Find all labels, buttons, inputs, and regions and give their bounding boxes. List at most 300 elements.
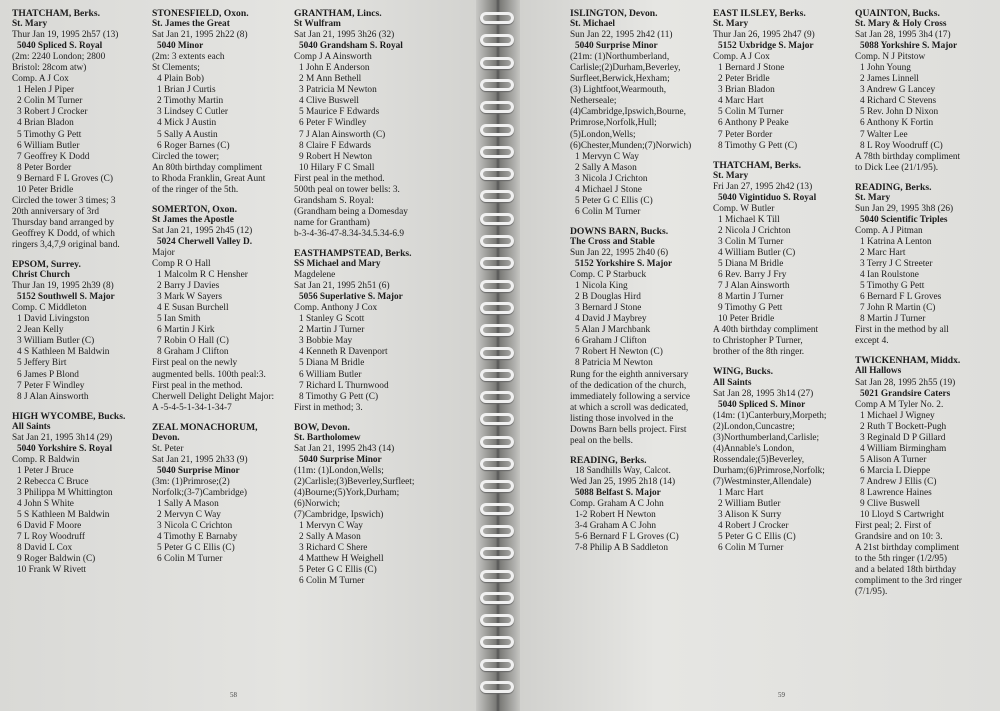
peal-line: to the 5th ringer (1/2/95) bbox=[855, 554, 947, 565]
peal-line: name for Grantham) bbox=[294, 217, 370, 228]
peal-line: First in the method by all bbox=[855, 325, 949, 336]
peal-line: 4 Plain Bob) bbox=[157, 74, 205, 85]
peal-place: DOWNS BARN, Bucks. bbox=[570, 225, 669, 237]
peal-line: First peal in the method. bbox=[294, 173, 385, 184]
peal-line: to Dick Lee (21/1/95). bbox=[855, 162, 939, 173]
peal-line: (7/1/95). bbox=[855, 587, 888, 598]
peal-line: 5 Ian Smith bbox=[157, 314, 201, 325]
peal-line: (6)Chester,Munden;(7)Norwich) bbox=[570, 140, 692, 151]
peal-line: Cherwell Delight Delight Major: bbox=[152, 391, 275, 402]
peal-line: Comp. W Butler bbox=[713, 203, 775, 214]
peal-line: Sat Jan 21, 1995 2h33 (9) bbox=[152, 454, 248, 465]
peal-line: Sat Jan 21, 1995 3h14 (29) bbox=[12, 432, 113, 443]
binding-ring bbox=[480, 34, 514, 46]
peal-line: 1 Malcolm R C Hensher bbox=[157, 270, 248, 281]
peal-line: 10 Hilary F C Small bbox=[299, 162, 375, 173]
peal-line: St Clements; bbox=[152, 63, 200, 74]
peal-line: Sat Jan 28, 1995 3h4 (17) bbox=[855, 30, 951, 41]
peal-line: 5 Peter G C Ellis (C) bbox=[575, 195, 653, 206]
column bbox=[570, 8, 704, 562]
peal-line: 1 Michael K Till bbox=[718, 214, 780, 225]
peal-line: 4 Mick J Austin bbox=[157, 118, 217, 129]
peal-line: 3 Robert J Crocker bbox=[17, 107, 88, 118]
binding-ring bbox=[480, 124, 514, 136]
peal-entry bbox=[12, 8, 140, 251]
binding-ring bbox=[480, 168, 514, 180]
peal-line: 1 Mervyn C Way bbox=[575, 151, 639, 162]
peal-entry bbox=[152, 8, 288, 196]
peal-line: compliment to the 3rd ringer bbox=[855, 576, 962, 587]
peal-line: St. Mary bbox=[855, 192, 891, 203]
peal-line: 1-2 Robert H Newton bbox=[575, 510, 656, 521]
peal-line: 8 Lawrence Haines bbox=[860, 487, 932, 498]
peal-line: 5 Timothy G Pett bbox=[17, 129, 82, 140]
peal-line: (2)Carlisle;(3)Beverley,Surfleet; bbox=[294, 476, 415, 487]
peal-line: 1 David Livingston bbox=[17, 314, 90, 325]
peal-line: 4 William Butler (C) bbox=[718, 247, 796, 258]
peal-line: A 40th birthday compliment bbox=[713, 325, 819, 336]
peal-line: First peal on the newly bbox=[152, 358, 238, 369]
peal-line: 7 Robert H Newton (C) bbox=[575, 347, 663, 358]
peal-line: 9 Bernard F L Groves (C) bbox=[17, 173, 113, 184]
peal-line: 5 Peter G C Ellis (C) bbox=[157, 543, 235, 554]
peal-line: All Saints bbox=[713, 377, 752, 388]
peal-line: 7 Robin O Hall (C) bbox=[157, 336, 229, 347]
binding-ring bbox=[480, 190, 514, 202]
peal-line: Thur Jan 19, 1995 2h57 (13) bbox=[12, 30, 119, 41]
peal-line: 4 Richard C Stevens bbox=[860, 96, 937, 107]
peal-line: 7 Richard L Thurnwood bbox=[299, 380, 389, 391]
peal-line: 8 L Roy Woodruff (C) bbox=[860, 140, 943, 151]
column bbox=[713, 8, 851, 562]
peal-line: 6 Anthony P Peake bbox=[718, 118, 789, 129]
peal-line: 2 M Ann Bethell bbox=[299, 74, 362, 85]
binding-ring bbox=[480, 101, 514, 113]
peal-line: 3 Nicola J Crichton bbox=[575, 173, 648, 184]
peal-line: 6 Martin J Kirk bbox=[157, 325, 215, 336]
binding-ring bbox=[480, 614, 514, 626]
peal-place: THATCHAM, Berks. bbox=[12, 8, 101, 19]
peal-line: 1 Helen J Piper bbox=[17, 85, 75, 96]
peal-line: brother of the 8th ringer. bbox=[713, 347, 805, 358]
peal-line: to Christopher P Turner, bbox=[713, 336, 803, 347]
peal-line: An 80th birthday compliment bbox=[152, 162, 263, 173]
peal-line: 8 Timothy G Pett (C) bbox=[718, 140, 798, 151]
peal-line: 3 Bobbie May bbox=[299, 336, 353, 347]
peal-line: 2 Mervyn C Way bbox=[157, 510, 221, 521]
peal-line: Sun Jan 22, 1995 2h40 (6) bbox=[570, 247, 669, 258]
peal-line: to Rhoda Franklin, Great Aunt bbox=[152, 173, 266, 184]
peal-line: 2 Sally A Mason bbox=[299, 532, 361, 543]
peal-line: 6 James P Blond bbox=[17, 369, 79, 380]
peal-place: BOW, Devon. bbox=[294, 421, 350, 433]
binding-ring bbox=[480, 436, 514, 448]
peal-line: 4 Matthew H Weighell bbox=[299, 554, 384, 565]
peal-entry bbox=[12, 259, 140, 403]
peal-line: 6 Marcia L Dieppe bbox=[860, 465, 931, 476]
peal-line: 8 J Alan Ainsworth bbox=[17, 391, 89, 402]
peal-line: First peal; 2. First of bbox=[855, 521, 932, 532]
peal-line: 18 Sandhills Way, Calcot. bbox=[575, 465, 671, 476]
binding-ring bbox=[480, 79, 514, 91]
peal-line: 6 Colin M Turner bbox=[718, 543, 784, 554]
peal-line: 5040 Surprise Minor bbox=[157, 465, 240, 476]
peal-line: Thur Jan 26, 1995 2h47 (9) bbox=[713, 30, 815, 41]
peal-line: 9 Clive Buswell bbox=[860, 499, 920, 510]
peal-line: ringers 3,4,7,9 original band. bbox=[12, 239, 120, 250]
peal-line: 10 Lloyd S Cartwright bbox=[860, 510, 944, 521]
peal-line: St Wulfram bbox=[294, 19, 341, 30]
peal-line: 2 Timothy Martin bbox=[157, 96, 224, 107]
peal-line: Grandsire and on 10: 3. bbox=[855, 532, 943, 543]
binding-ring bbox=[480, 347, 514, 359]
peal-entry bbox=[294, 248, 434, 414]
peal-line: 4 Timothy E Barnaby bbox=[157, 532, 238, 543]
peal-entry bbox=[570, 226, 704, 447]
peal-line: 5152 Yorkshire S. Major bbox=[575, 259, 673, 270]
peal-line: 3 Richard C Shere bbox=[299, 543, 368, 554]
peal-line: 2 Ruth T Bockett-Pugh bbox=[860, 421, 947, 432]
peal-line: 8 Timothy G Pett (C) bbox=[299, 391, 379, 402]
peal-line: 4 William Birmingham bbox=[860, 443, 947, 454]
peal-line: (Grandham being a Domesday bbox=[294, 206, 408, 217]
peal-line: 4 Ian Roulstone bbox=[860, 270, 919, 281]
peal-line: St. Peter bbox=[152, 443, 184, 454]
peal-line: 7 J Alan Ainsworth (C) bbox=[299, 129, 386, 140]
binding-ring bbox=[480, 324, 514, 336]
peal-line: 7 Peter Border bbox=[718, 129, 773, 140]
peal-line: SS Michael and Mary bbox=[294, 259, 381, 270]
peal-line: 5040 Yorkshire S. Royal bbox=[17, 443, 113, 454]
peal-line: 5 Sally A Austin bbox=[157, 129, 218, 140]
peal-line: b-3-4-36-47-8.34-34.5.34-6.9 bbox=[294, 228, 404, 239]
peal-line: 1 Katrina A Lenton bbox=[860, 236, 932, 247]
peal-line: Comp J A Ainsworth bbox=[294, 52, 372, 63]
peal-line: 5152 Uxbridge S. Major bbox=[718, 41, 814, 52]
peal-line: 4 Clive Buswell bbox=[299, 96, 359, 107]
peal-line: 5088 Yorkshire S. Major bbox=[860, 41, 958, 52]
right-page bbox=[508, 0, 1000, 711]
peal-line: 1 Peter J Bruce bbox=[17, 465, 74, 476]
peal-entry bbox=[570, 8, 704, 218]
peal-line: 5 Jeffery Birt bbox=[17, 358, 67, 369]
peal-line: 6 Rev. Barry J Fry bbox=[718, 270, 787, 281]
peal-line: First peal in the method. bbox=[152, 380, 243, 391]
peal-line: 10 Peter Bridle bbox=[718, 314, 775, 325]
column bbox=[12, 8, 140, 584]
peal-line: 3 Nicola C Crichton bbox=[157, 521, 233, 532]
peal-line: 5 Peter G C Ellis (C) bbox=[299, 565, 377, 576]
peal-entry bbox=[152, 422, 288, 566]
peal-line: 3 Brian Bladon bbox=[718, 85, 775, 96]
peal-line: (4)Bourne;(5)York,Durham; bbox=[294, 487, 400, 498]
peal-line: 8 Patricia M Newton bbox=[575, 358, 653, 369]
peal-line: 4 Robert J Crocker bbox=[718, 521, 789, 532]
peal-line: 7 Peter F Windley bbox=[17, 380, 85, 391]
peal-line: St. Mary bbox=[713, 19, 749, 30]
peal-line: (11m: (1)London,Wells; bbox=[294, 465, 384, 476]
peal-line: (7)Westminster,Allendale) bbox=[713, 476, 812, 487]
peal-line: 5 Colin M Turner bbox=[718, 107, 784, 118]
peal-line: 4 David J Maybrey bbox=[575, 314, 647, 325]
column bbox=[152, 8, 288, 573]
peal-place: QUAINTON, Bucks. bbox=[855, 8, 940, 19]
peal-line: (3m: (1)Primrose;(2) bbox=[152, 476, 230, 487]
peal-place: EPSOM, Surrey. bbox=[12, 259, 81, 271]
peal-line: (7)Cambridge, Ipswich) bbox=[294, 510, 384, 521]
peal-line: 3 Bernard J Stone bbox=[575, 303, 642, 314]
peal-line: 1 Michael J Wigney bbox=[860, 410, 935, 421]
peal-line: 3-4 Graham A C John bbox=[575, 521, 657, 532]
peal-line: Primrose,Norfolk,Hull; bbox=[570, 118, 657, 129]
peal-line: Comp. C P Starbuck bbox=[570, 270, 647, 281]
peal-place: THATCHAM, Berks. bbox=[713, 159, 802, 171]
peal-line: Comp. A J Cox bbox=[12, 74, 69, 85]
peal-line: 1 Marc Hart bbox=[718, 487, 764, 498]
peal-line: Comp. Graham A C John bbox=[570, 499, 664, 510]
peal-place: TWICKENHAM, Middx. bbox=[855, 355, 961, 367]
peal-line: 5 Rev. John D Nixon bbox=[860, 107, 939, 118]
peal-line: Circled the tower 3 times; 3 bbox=[12, 195, 116, 206]
peal-line: 4 Kenneth R Davenport bbox=[299, 347, 388, 358]
peal-line: 5088 Belfast S. Major bbox=[575, 487, 661, 498]
peal-line: listing those involved in the bbox=[570, 413, 674, 424]
peal-line: 8 David L Cox bbox=[17, 543, 73, 554]
peal-line: (21m: (1)Northumberland, bbox=[570, 52, 670, 63]
peal-line: 4 E Susan Burchell bbox=[157, 303, 229, 314]
binding-ring bbox=[480, 681, 514, 693]
peal-line: (14m: (1)Canterbury,Morpeth; bbox=[713, 410, 827, 421]
peal-line: 7 Walter Lee bbox=[860, 129, 908, 140]
peal-line: 3 Patricia M Newton bbox=[299, 85, 377, 96]
peal-line: 5 Diana M Bridle bbox=[718, 259, 784, 270]
peal-line: Thursday band arranged by bbox=[12, 217, 114, 228]
peal-line: Major bbox=[152, 247, 175, 258]
peal-entry bbox=[294, 8, 434, 240]
peal-line: A 21st birthday compliment bbox=[855, 543, 960, 554]
left-page bbox=[0, 0, 488, 711]
peal-line: 2 Barry J Davies bbox=[157, 281, 220, 292]
column bbox=[855, 8, 995, 606]
spiral-binding bbox=[476, 0, 520, 711]
peal-line: First in method; 3. bbox=[294, 402, 363, 413]
peal-line: Rossendale;(5)Beverley, bbox=[713, 454, 805, 465]
peal-line: Geoffrey K Dodd, of which bbox=[12, 228, 115, 239]
peal-line: 5040 Spliced S. Minor bbox=[718, 399, 806, 410]
peal-line: 4 Marc Hart bbox=[718, 96, 764, 107]
peal-line: (4)Cambridge,Ipswich,Bourne, bbox=[570, 107, 686, 118]
peal-line: 4 S Kathleen M Baldwin bbox=[17, 347, 110, 358]
peal-line: at which a scroll was dedicated, bbox=[570, 402, 689, 413]
peal-line: 2 Sally A Mason bbox=[575, 162, 637, 173]
peal-line: 6 Colin M Turner bbox=[575, 206, 641, 217]
peal-line: 3 Colin M Turner bbox=[718, 236, 784, 247]
peal-line: 7 J Alan Ainsworth bbox=[718, 281, 790, 292]
binding-ring bbox=[480, 213, 514, 225]
peal-line: Sat Jan 21, 1995 2h43 (14) bbox=[294, 443, 395, 454]
binding-ring bbox=[480, 391, 514, 403]
peal-place: WING, Bucks. bbox=[713, 366, 773, 378]
binding-ring bbox=[480, 146, 514, 158]
peal-line: 3 Mark W Sayers bbox=[157, 292, 222, 303]
peal-line: 2 William Butler bbox=[718, 499, 781, 510]
peal-place: HIGH WYCOMBE, Bucks. bbox=[12, 410, 126, 422]
peal-line: peal on the bells. bbox=[570, 435, 633, 446]
peal-line: immediately following a service bbox=[570, 391, 691, 402]
peal-line: (5)London,Wells; bbox=[570, 129, 636, 140]
peal-line: (3)Northumberland,Carlisle; bbox=[713, 432, 820, 443]
peal-line: Sat Jan 21, 1995 3h26 (32) bbox=[294, 30, 395, 41]
peal-line: 3 Reginald D P Gillard bbox=[860, 432, 946, 443]
peal-line: 7 L Roy Woodruff bbox=[17, 532, 86, 543]
peal-line: Downs Barn bells project. First bbox=[570, 424, 687, 435]
peal-line: Sun Jan 22, 1995 2h42 (11) bbox=[570, 30, 673, 41]
peal-line: Christ Church bbox=[12, 270, 70, 281]
column bbox=[294, 8, 434, 595]
binding-ring bbox=[480, 57, 514, 69]
binding-ring bbox=[480, 480, 514, 492]
page-number: 59 bbox=[778, 691, 785, 699]
peal-entry bbox=[855, 8, 995, 174]
peal-line: Rung for the eighth anniversary bbox=[570, 369, 689, 380]
peal-entry bbox=[855, 182, 995, 348]
peal-entry bbox=[12, 411, 140, 577]
peal-line: 2 Martin J Turner bbox=[299, 325, 365, 336]
peal-line: Sat Jan 28, 1995 2h55 (19) bbox=[855, 377, 956, 388]
peal-line: 2 James Linnell bbox=[860, 74, 919, 85]
peal-line: 6 Colin M Turner bbox=[299, 576, 365, 587]
peal-line: 5 S Kathleen M Baldwin bbox=[17, 510, 110, 521]
binding-ring bbox=[480, 503, 514, 515]
peal-line: Sat Jan 21, 1995 2h22 (8) bbox=[152, 30, 248, 41]
peal-place: GRANTHAM, Lincs. bbox=[294, 8, 382, 19]
peal-line: Circled the tower; bbox=[152, 151, 220, 162]
peal-line: 5040 Surprise Minor bbox=[299, 454, 382, 465]
peal-line: 8 Martin J Turner bbox=[860, 314, 926, 325]
peal-line: St. Bartholomew bbox=[294, 432, 361, 443]
peal-line: Comp. A J Pitman bbox=[855, 225, 923, 236]
peal-place: READING, Berks. bbox=[570, 454, 647, 466]
peal-entry bbox=[855, 355, 995, 598]
peal-line: 10 Peter Bridle bbox=[17, 184, 74, 195]
peal-line: 5-6 Bernard F L Groves (C) bbox=[575, 532, 679, 543]
binding-ring bbox=[480, 525, 514, 537]
peal-line: Magdelene bbox=[294, 270, 336, 281]
peal-line: Bristol: 28com atw) bbox=[12, 63, 87, 74]
peal-line: 2 Peter Bridle bbox=[718, 74, 770, 85]
peal-line: A 78th birthday compliment bbox=[855, 151, 961, 162]
peal-line: 5056 Superlative S. Major bbox=[299, 292, 403, 303]
peal-line: 6 Graham J Clifton bbox=[575, 336, 647, 347]
peal-line: 1 Brian J Curtis bbox=[157, 85, 216, 96]
page-number: 58 bbox=[230, 691, 237, 699]
peal-line: Norfolk;(3-7)Cambridge) bbox=[152, 487, 248, 498]
peal-place: READING, Berks. bbox=[855, 181, 932, 193]
peal-line: 6 Anthony K Fortin bbox=[860, 118, 934, 129]
peal-line: Comp. A J Cox bbox=[713, 52, 770, 63]
peal-line: Durham;(6)Primrose,Norfolk; bbox=[713, 465, 825, 476]
peal-line: (2m: 3 extents each bbox=[152, 52, 225, 63]
peal-line: 4 Michael J Stone bbox=[575, 184, 642, 195]
peal-line: Netherseale; bbox=[570, 96, 617, 107]
peal-line: 4 John S White bbox=[17, 499, 74, 510]
binding-ring bbox=[480, 302, 514, 314]
binding-ring bbox=[480, 369, 514, 381]
peal-line: 5040 Grandsham S. Royal bbox=[299, 41, 403, 52]
peal-line: 3 Lindsey C Cutler bbox=[157, 107, 229, 118]
peal-line: Comp. N J Pitstow bbox=[855, 52, 926, 63]
peal-line: 1 John E Anderson bbox=[299, 63, 370, 74]
peal-line: 9 Robert H Newton bbox=[299, 151, 373, 162]
peal-line: St. Mary & Holy Cross bbox=[855, 19, 947, 30]
peal-line: 6 Bernard F L Groves bbox=[860, 292, 942, 303]
peal-place: EAST ILSLEY, Berks. bbox=[713, 8, 806, 19]
peal-line: 6 Peter F Windley bbox=[299, 118, 367, 129]
peal-place: ISLINGTON, Devon. bbox=[570, 8, 658, 19]
peal-line: except 4. bbox=[855, 336, 889, 347]
peal-line: Comp. R Baldwin bbox=[12, 454, 80, 465]
peal-line: 1 Sally A Mason bbox=[157, 499, 219, 510]
peal-line: Sun Jan 29, 1995 3h8 (26) bbox=[855, 203, 954, 214]
peal-place: STONESFIELD, Oxon. bbox=[152, 8, 249, 19]
peal-line: 5 Timothy G Pett bbox=[860, 281, 925, 292]
peal-line: All Saints bbox=[12, 421, 51, 432]
peal-place: EASTHAMPSTEAD, Berks. bbox=[294, 247, 412, 259]
peal-line: 6 David F Moore bbox=[17, 521, 82, 532]
peal-line: (3) Lightfoot,Wearmouth, bbox=[570, 85, 667, 96]
peal-line: Sat Jan 21, 1995 2h45 (12) bbox=[152, 225, 253, 236]
peal-line: 3 Andrew G Lancey bbox=[860, 85, 936, 96]
peal-line: 9 Roger Baldwin (C) bbox=[17, 554, 96, 565]
peal-line: Comp R O Hall bbox=[152, 259, 211, 270]
binding-ring bbox=[480, 570, 514, 582]
peal-line: 7 John R Martin (C) bbox=[860, 303, 936, 314]
peal-line: 5040 Vigintiduo S. Royal bbox=[718, 192, 817, 203]
peal-entry bbox=[570, 455, 704, 554]
peal-line: 2 Colin M Turner bbox=[17, 96, 83, 107]
peal-line: 8 Martin J Turner bbox=[718, 292, 784, 303]
peal-line: 7-8 Philip A B Saddleton bbox=[575, 543, 668, 554]
peal-line: A -5-4-5-1-34-1-34-7 bbox=[152, 402, 232, 413]
peal-line: 1 Mervyn C Way bbox=[299, 521, 363, 532]
peal-line: augmented bells. 100th peal:3. bbox=[152, 369, 266, 380]
peal-line: (2m: 2240 London; 2800 bbox=[12, 52, 106, 63]
peal-line: 3 Alison K Surry bbox=[718, 510, 782, 521]
peal-line: 5152 Southwell S. Major bbox=[17, 292, 115, 303]
peal-line: Comp A M Tyler No. 2. bbox=[855, 399, 944, 410]
peal-line: 5 Peter G C Ellis (C) bbox=[718, 532, 796, 543]
peal-line: of the ringer of the 5th. bbox=[152, 184, 239, 195]
peal-line: 9 Timothy G Pett bbox=[718, 303, 783, 314]
peal-line: All Hallows bbox=[855, 366, 902, 377]
peal-line: 4 Brian Bladon bbox=[17, 118, 74, 129]
binding-ring bbox=[480, 636, 514, 648]
peal-line: 7 Andrew J Ellis (C) bbox=[860, 476, 937, 487]
binding-ring bbox=[480, 547, 514, 559]
peal-line: 5 Alison A Turner bbox=[860, 454, 927, 465]
peal-line: Sat Jan 21, 1995 2h51 (6) bbox=[294, 281, 390, 292]
peal-line: 5 Maurice F Edwards bbox=[299, 107, 380, 118]
peal-line: Wed Jan 25, 1995 2h18 (14) bbox=[570, 476, 676, 487]
peal-place: ZEAL MONACHORUM, bbox=[152, 421, 258, 433]
peal-line: 500th peal on tower bells: 3. bbox=[294, 184, 400, 195]
peal-line: St. James the Great bbox=[152, 19, 230, 30]
binding-ring bbox=[480, 12, 514, 24]
peal-line: 6 William Butler bbox=[299, 369, 362, 380]
peal-line: 1 John Young bbox=[860, 63, 911, 74]
peal-entry bbox=[713, 366, 851, 554]
peal-line: 5 Diana M Bridle bbox=[299, 358, 365, 369]
